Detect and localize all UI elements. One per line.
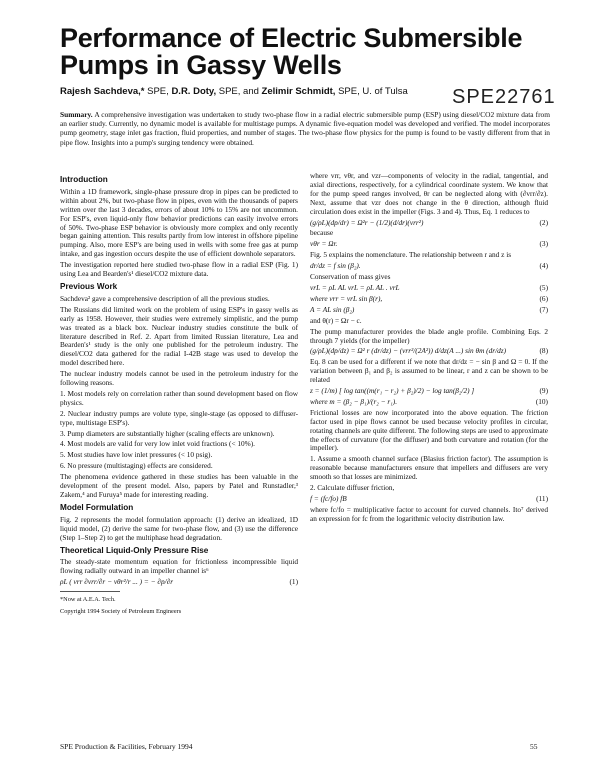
equation-8: [310, 347, 548, 356]
author-2-affiliation: SPE, and: [216, 86, 262, 97]
model-formulation-heading: Model Formulation: [60, 502, 134, 512]
reason-item: 4. Most models are valid for very low inlet void fractions (< 10%).: [60, 439, 256, 449]
equation-9: [310, 387, 548, 396]
step-2: 2. Calculate diffuser friction,: [310, 483, 395, 493]
equation-10-number: (10): [535, 396, 548, 406]
equation-6-body: where vrr = vrL sin β(r),: [310, 293, 383, 303]
equation-4-body: dr/dz = f sin (β₂).: [310, 261, 361, 271]
equation-8-number: (8): [539, 346, 548, 356]
equation-7-number: (7): [539, 304, 548, 314]
equation-7: [310, 306, 548, 315]
author-3: Zelimir Schmidt,: [261, 86, 336, 97]
equation-1-body: ρL ( vrr ∂vrr/∂r − vθr²/r ... ) = − ∂p/∂r: [60, 577, 174, 587]
equation-7-body: A = AL sin (β₂): [310, 304, 355, 314]
theory-heading: Theoretical Liquid-Only Pressure Rise: [60, 545, 209, 555]
footnote-affiliation: *Now at A.E.A. Tech.: [60, 596, 116, 604]
left-column: [60, 172, 298, 616]
footnote-rule: [60, 591, 120, 592]
previous-work-paragraph-2: The Russians did limited work on the problem of using ESP's in gassy wells as early as 1958. However, their studies were extremely simplistic, and the pump was treated as a black box. Nuclear industry studies constitute the bulk of literature described in Ref. 2. Apart from limited Russian literature, Lea and Bearden's¹ study is the only one published for the petroleum industry. The diesel/CO2 data gathered for the radial I-42B stage was used to develop the model described here.: [60, 304, 298, 368]
journal-footer: SPE Production & Facilities, February 1994: [60, 742, 193, 751]
equation-5-number: (5): [539, 282, 548, 292]
equation-4: [310, 262, 548, 271]
equation-11-body: f = (fc/fo) fB: [310, 494, 347, 503]
equation-2-number: (2): [539, 217, 548, 227]
summary-text: A comprehensive investigation was undertaken to study two-phase flow in a radial electric submersible pump (ESP) using diesel/CO2 mixture data from an earlier study. Currently, no dynamic model is available for multistage pumps. A dynamic five-equation model was developed and verified. The model incorporates pump geometry, stage inlet gas fraction, fluid properties, and number of stages. The two-phase flow physics for the pump is found to be vastly different from that in pipe flow. Insights into a pump's surging tendency were obtained.: [60, 110, 550, 147]
right-paragraph-5: Frictional losses are now incorporated into the above equation. The friction factor used in pipe flows cannot be used because velocity profiles in circular, rotating channels are quite different. The following steps are used to approximate the effects of curvature (for the diffuser) and both curvature and rotation (for the impeller).: [310, 407, 548, 453]
right-paragraph-4: Eq. 8 can be used for a different if we note that dr/dz = − sin β and Ω = 0. If the variation between β₁ and β₂ is assumed to be linear, r and z can be shown to be related: [310, 357, 548, 385]
previous-work-paragraph-3: The nuclear industry models cannot be used in the petroleum industry for the following reasons.: [60, 369, 298, 388]
equation-5-body: vrL = ρL AL vrL = ρL AL . vrL: [310, 282, 400, 292]
reason-item: 2. Nuclear industry pumps are volute type, single-stage (as opposed to diffuser-type, multistage ESP's).: [60, 408, 298, 427]
summary-block: [60, 110, 550, 147]
because-text: because: [310, 228, 334, 238]
equation-2: [310, 219, 548, 228]
introduction-heading: Introduction: [60, 175, 108, 184]
paper-title: Performance of Electric Submersible Pumps in Gassy Wells: [60, 23, 523, 80]
author-3-affiliation: SPE, U. of Tulsa: [335, 86, 408, 97]
equation-9-number: (9): [539, 386, 548, 396]
reason-item: 3. Pump diameters are substantially higher (scaling effects are unknown).: [60, 428, 275, 438]
theory-paragraph: The steady-state momentum equation for frictionless incompressible liquid flowing radially outward in an impeller channel is⁶: [60, 557, 298, 576]
previous-work-paragraph-1: Sachdeva² gave a comprehensive description of all the previous studies.: [60, 293, 270, 303]
and-text: and θ(r) = Ωr − c.: [310, 315, 362, 325]
equation-2-body: (g/ρL)(dp/dr) = Ω²r − (1/2)(d/dr)(vrr²): [310, 217, 424, 227]
equation-3-body: vθr = Ωr.: [310, 239, 338, 249]
equation-10: [310, 398, 548, 407]
equation-3-number: (3): [539, 239, 548, 249]
equation-1-number: (1): [289, 577, 298, 587]
previous-work-heading: Previous Work: [60, 281, 118, 291]
reason-item: 6. No pressure (multistaging) effects are considered.: [60, 461, 213, 471]
equation-4-number: (4): [539, 261, 548, 271]
intro-paragraph-2: The investigation reported here studied two-phase flow in a radial ESP (Fig. 1) using Lea and Bearden's¹ diesel/CO2 mixture data.: [60, 260, 298, 279]
conservation-text: Conservation of mass gives: [310, 272, 391, 282]
summary-label: Summary.: [60, 110, 93, 119]
equation-8-body: (g/ρL)(dp/dz) = Ω² r (dr/dz) − (vrr²/(2A²)) d/dz(A ...) sin θm (dr/dz): [310, 346, 507, 356]
previous-work-paragraph-4: The phenomena evidence gathered in these studies has been valuable in the development of the present model. Also, papers by Patel and Runstadler,³ Zakem,⁴ and Furuya⁵ made for interesting reading.: [60, 472, 298, 499]
equation-11-number: (11): [536, 494, 548, 503]
right-paragraph-2: Fig. 5 explains the nomenclature. The relationship between r and z is: [310, 250, 512, 260]
equation-11: [310, 495, 548, 504]
reason-item: 5. Most studies have low inlet pressures (< 10 psig).: [60, 450, 213, 460]
equation-6: [310, 295, 548, 304]
equation-5: [310, 284, 548, 293]
author-1: Rajesh Sachdeva,*: [60, 86, 145, 97]
page-number: 55: [530, 742, 538, 751]
right-paragraph-3: The pump manufacturer provides the blade angle profile. Combining Eqs. 2 through 7 yields (for the impeller): [310, 326, 548, 345]
right-column: [310, 172, 548, 526]
author-2: D.R. Doty,: [171, 86, 217, 97]
intro-paragraph-1: Within a 1D framework, single-phase pressure drop in pipes can be predicted to within about 2%, but two-phase flow in pipes, even with the thousands of papers written over the last 3 decades, errors of about 10% to 15% are not uncommon. For ESP's, even liquid-only flow behavior predictions can easily involve errors of 50%. Two-phase ESP behavior is obviously more complex and only recently began gaining attention. This results partly from low interest in offshore pipeline pumping. Also, more ESP's are being used in wells with some free gas at pump intake, and gas ingestion occurs despite the use of efficient downhole separators.: [60, 186, 298, 259]
author-line: [60, 86, 408, 97]
reason-item: 1. Most models rely on correlation rather than sound development based on flow physics.: [60, 388, 298, 407]
spe-paper-number: SPE22761: [452, 86, 556, 108]
footnote-copyright: Copyright 1994 Society of Petroleum Engineers: [60, 608, 182, 616]
model-paragraph: Fig. 2 represents the model formulation approach: (1) derive an idealized, 1D liquid model, (2) derive the same for two-phase flow, and (3) use the difference (Step 1–Step 2) to get the multiphase head degradation.: [60, 514, 298, 542]
equation-1: [60, 578, 298, 587]
equation-9-body: z = (1/m) [ log tan((m(r₁ − r₂) + β₂)/2) − log tan(β₂/2) ]: [310, 386, 475, 396]
right-paragraph-6: where fc/fo = multiplicative factor to account for curved channels. Ito⁷ derived an expression for fc from the logarithmic velocity distribution law.: [310, 504, 548, 523]
right-paragraph-1: where vrr, vθr, and vzr—components of velocity in the radial, tangential, and axial directions, respectively, for a cylindrical coordinate system. We know that for the pump speed ranges involved, θr can be neglected along with (∂vrr/∂z). Next, assume that vzr does not change in the θ direction, although fluid circulation does exist in the impeller (Figs. 3 and 4). Thus, Eq. 1 reduces to: [310, 171, 548, 216]
equation-3: [310, 240, 548, 249]
step-1: 1. Assume a smooth channel surface (Blasius friction factor). The assumption is reasonable because manufacturers ensure that impellers and diffusers are very smooth so that losses are minimized.: [310, 454, 548, 482]
equation-10-body: where m = (β₂ − β₁)/(r₂ − r₁).: [310, 396, 398, 406]
author-1-affiliation: SPE,: [144, 86, 172, 97]
equation-6-number: (6): [539, 293, 548, 303]
